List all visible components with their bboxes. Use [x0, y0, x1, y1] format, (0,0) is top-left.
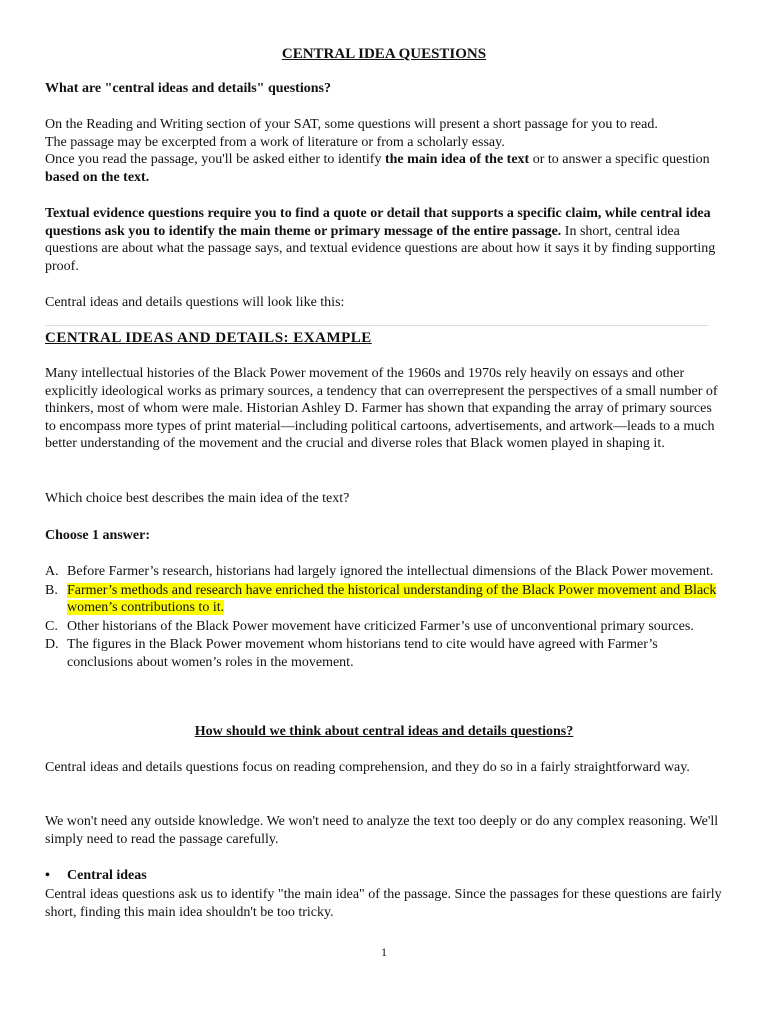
- bullet-icon: •: [45, 868, 50, 883]
- intro-line-2: The passage may be excerpted from a work of literature or from a scholarly essay.: [45, 134, 505, 150]
- answer-choices: [45, 563, 725, 672]
- intro-bold-based-on-text: based on the text.: [45, 169, 150, 185]
- bullet-label: Central ideas: [67, 868, 147, 883]
- intro-p2-rest: In short, central idea questions are about what the passage says, and textual evidence questions are about how it says it by finding supporting proof.: [45, 223, 716, 274]
- intro-bold-main-idea: the main idea of the text: [384, 152, 530, 167]
- intro-line-1: On the Reading and Writing section of your SAT, some questions will present a short passage for you to read.: [45, 117, 658, 132]
- intro-p2-bold: Textual evidence questions require you to find a quote or detail that supports a specific claim, while central idea questions ask you to identify the main theme or primary message of the entire passage.: [45, 206, 711, 239]
- intro-paragraph-2: [45, 205, 725, 275]
- page-title: CENTRAL IDEA QUESTIONS: [281, 46, 487, 62]
- choice-text-highlighted: Farmer’s methods and research have enriched the historical understanding of the Black Power movement and Black women’s contributions to it.: [67, 582, 717, 615]
- intro-heading: What are "central ideas and details" questions?: [45, 81, 331, 96]
- choice-c[interactable]: [45, 618, 725, 636]
- choice-text: Before Farmer’s research, historians had largely ignored the intellectual dimensions of the Black Power movement.: [67, 564, 714, 579]
- choice-letter: A.: [45, 564, 59, 579]
- choice-text: The figures in the Black Power movement whom historians tend to cite would have agreed with Farmer’s conclusions about women’s roles in the movement.: [67, 637, 658, 670]
- page-number: 1: [381, 945, 387, 959]
- choice-letter: C.: [45, 618, 58, 634]
- question-prompt: Which choice best describes the main idea of the text?: [45, 491, 350, 506]
- central-ideas-paragraph: Central ideas questions ask us to identify "the main idea" of the passage. Since the passages for these questions are fairly short, finding this main idea shouldn't be too tricky.: [45, 887, 722, 920]
- think-paragraph-1: Central ideas and details questions focus on reading comprehension, and they do so in a fairly straightforward way.: [45, 760, 690, 775]
- intro-paragraph-1: [45, 116, 725, 186]
- intro-line-3: [45, 151, 725, 186]
- intro-text: Once you read the passage, you'll be asked either to identify: [45, 152, 385, 167]
- choice-b[interactable]: [45, 582, 725, 617]
- intro-paragraph-3: Central ideas and details questions will look like this:: [45, 295, 345, 310]
- divider-line: [45, 325, 708, 326]
- example-heading: CENTRAL IDEAS AND DETAILS: EXAMPLE: [45, 330, 372, 346]
- choice-text: Other historians of the Black Power movement have criticized Farmer’s use of unconventional primary sources.: [67, 618, 694, 634]
- choice-a[interactable]: [45, 563, 725, 581]
- bullet-central-ideas: [45, 868, 147, 884]
- think-paragraph-2: We won't need any outside knowledge. We won't need to analyze the text too deeply or do any complex reasoning. We'll simply need to read the passage carefully.: [45, 814, 719, 847]
- choice-letter: D.: [45, 637, 59, 652]
- think-heading: How should we think about central ideas and details questions?: [194, 724, 574, 739]
- choose-label: Choose 1 answer:: [45, 528, 150, 543]
- example-passage: Many intellectual histories of the Black Power movement of the 1960s and 1970s rely heavily on essays and other explicitly ideological works as primary sources, a tendency that can overrepresent the perspectives of a small number of thinkers, most of whom were male. Historian Ashley D. Farmer has shown that expanding the array of primary sources to encompass more types of print material—including political cartoons, advertisements, and artwork—leads to a much better understanding of the movement and the crucial and diverse roles that Black women played in shaping it.: [45, 366, 718, 451]
- choice-letter: B.: [45, 582, 58, 598]
- intro-text: or to answer a specific question: [529, 152, 710, 167]
- choice-d[interactable]: [45, 636, 725, 671]
